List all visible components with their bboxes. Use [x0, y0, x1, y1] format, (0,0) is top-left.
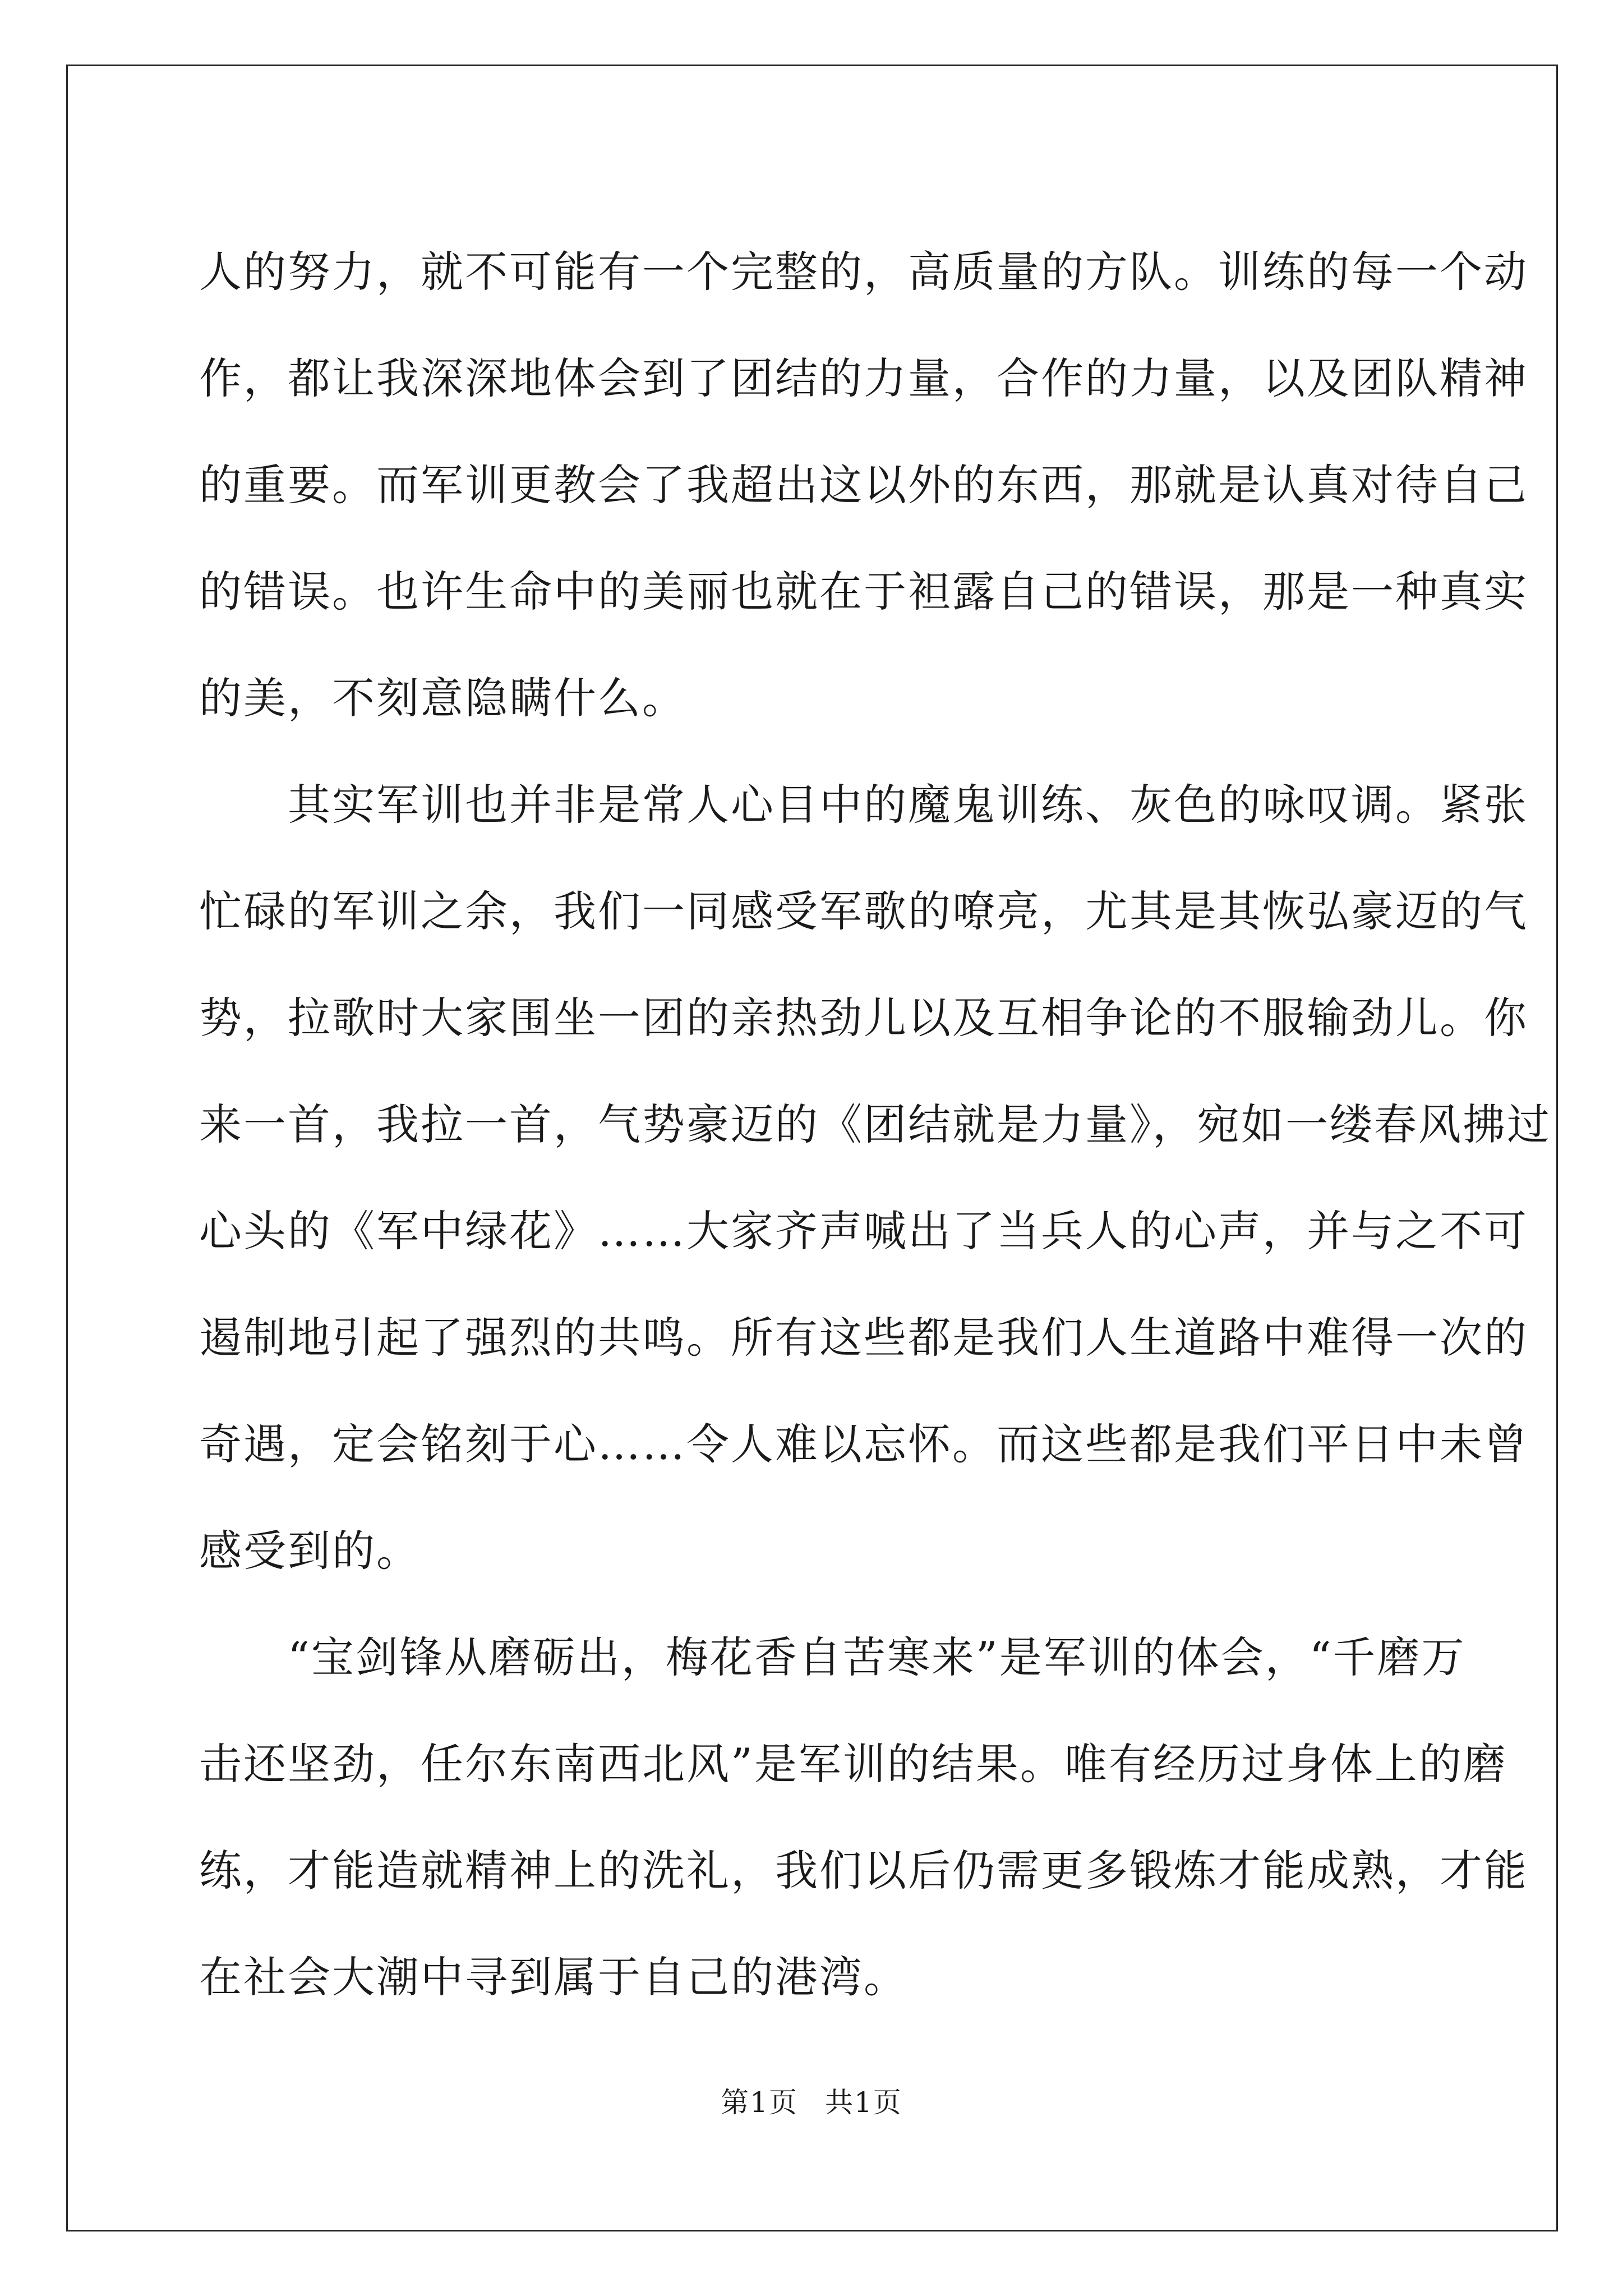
text-line: 的错误。也许生命中的美丽也就在于袒露自己的错误，那是一种真实	[199, 567, 1528, 616]
text-line: 感受到的。	[199, 1526, 421, 1576]
page-number: 第1页	[721, 2086, 798, 2119]
text-line: 击还坚劲，任尔东南西北风”是军训的结果。唯有经历过身体上的磨	[199, 1739, 1507, 1789]
document-body	[199, 219, 1551, 2031]
text-line: 作，都让我深深地体会到了团结的力量，合作的力量，以及团队精神	[199, 353, 1528, 403]
text-line: 人的努力，就不可能有一个完整的，高质量的方队。训练的每一个动	[199, 247, 1528, 297]
page-footer	[0, 2086, 1623, 2119]
text-line: 心头的《军中绿花》……大家齐声喊出了当兵人的心声，并与之不可	[199, 1206, 1528, 1256]
text-line: 奇遇，定会铭刻于心……令人难以忘怀。而这些都是我们平日中未曾	[199, 1419, 1528, 1469]
text-line: 练，才能造就精神上的洗礼，我们以后仍需更多锻炼才能成熟，才能	[199, 1846, 1528, 1895]
text-line: 遏制地引起了强烈的共鸣。所有这些都是我们人生道路中难得一次的	[199, 1313, 1528, 1363]
text-line: 忙碌的军训之余，我们一同感受军歌的嘹亮，尤其是其恢弘豪迈的气	[199, 886, 1528, 936]
text-line: “宝剑锋从磨砺出，梅花香自苦寒来”是军训的体会，“千磨万	[199, 1632, 1466, 1682]
page-total: 共1页	[825, 2086, 902, 2119]
text-line: 的重要。而军训更教会了我超出这以外的东西，那就是认真对待自己	[199, 460, 1528, 510]
text-line: 在社会大潮中寻到属于自己的港湾。	[199, 1952, 908, 2002]
text-line: 的美，不刻意隐瞒什么。	[199, 673, 686, 723]
text-line: 来一首，我拉一首，气势豪迈的《团结就是力量》，宛如一缕春风拂过	[199, 1099, 1551, 1149]
text-line: 势，拉歌时大家围坐一团的亲热劲儿以及互相争论的不服输劲儿。你	[199, 993, 1528, 1043]
text-line: 其实军训也并非是常人心目中的魔鬼训练、灰色的咏叹调。紧张	[199, 780, 1528, 830]
